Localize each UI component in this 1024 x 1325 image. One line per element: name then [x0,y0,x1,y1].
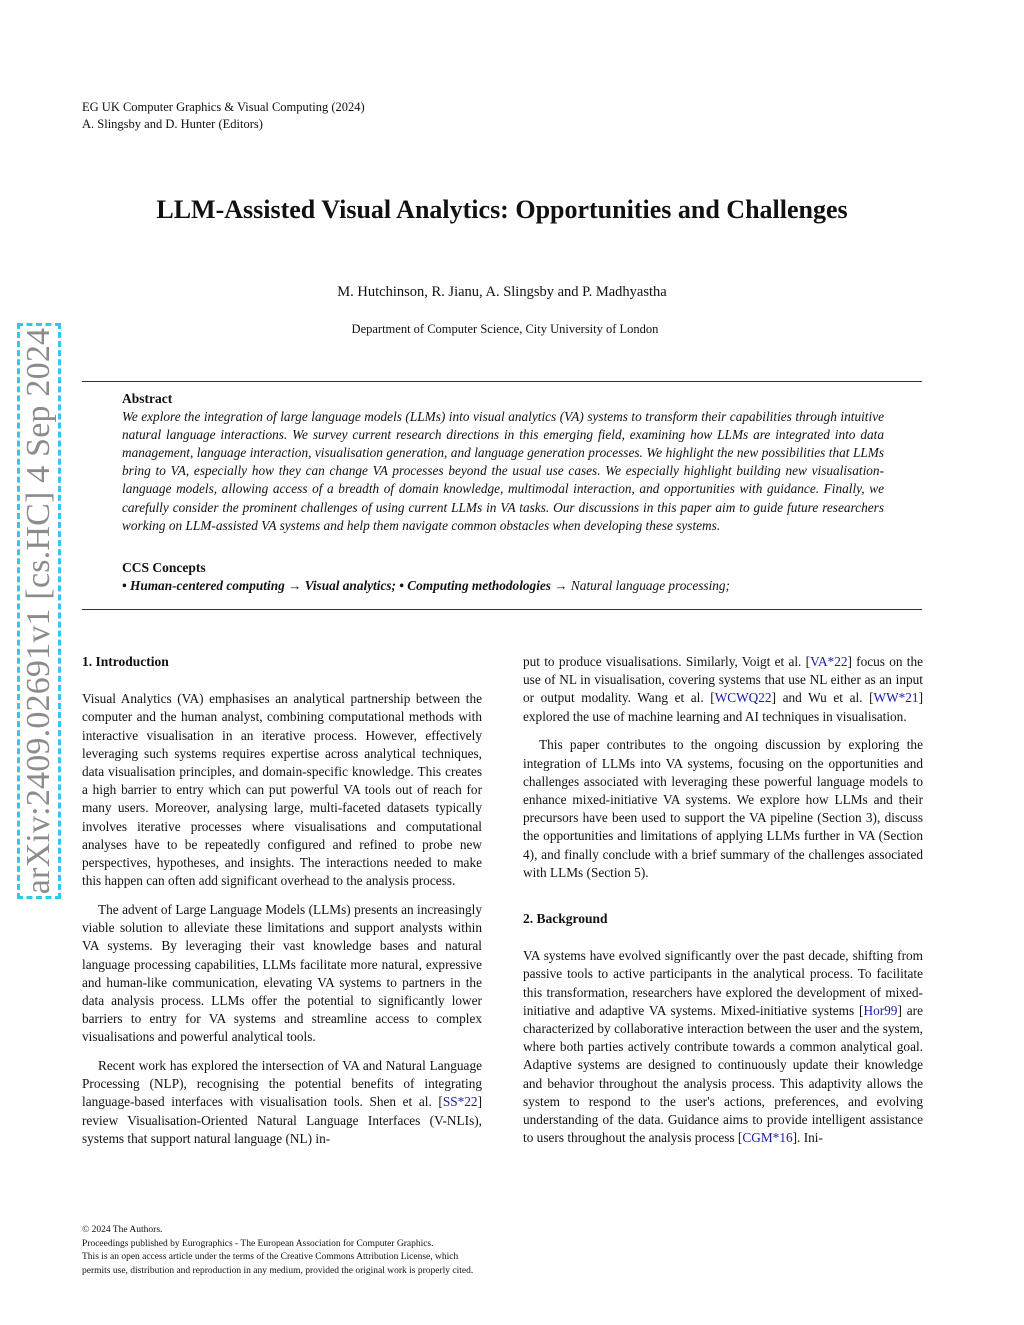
intro-paragraph-1: Visual Analytics (VA) emphasises an analytical partnership between the computer and the human analyst, combining computational methods with interactive visualisation in an iterative process. However, effectively leveraging such systems requires expertise across analytical techniques, data visualisation principles, and domain-specific knowledge. This creates a high barrier to entry which can put powerful VA tools out of reach for many users. Moreover, analysing large, multi-faceted datasets typically involves iterative processes where visualisations and computational analyses have to be repeatedly configured and refined to probe new perspectives, hypotheses, and insights. The interactions needed to make this happen can often add significant overhead to the analysis process. [82,691,482,889]
ccs-concepts [122,578,730,594]
arxiv-stamp[interactable] [17,323,61,899]
arrow-icon: → [288,578,302,593]
citation-link[interactable]: WCWQ22 [714,690,772,706]
conference-name: EG UK Computer Graphics & Visual Computing (2024) [82,100,365,114]
arxiv-id: arXiv:2409.02691v1 [cs.HC] 4 Sep 2024 [20,327,57,895]
license-note: This is an open access article under the terms of the Creative Commons Attribution License, which permits use, distribution and reproduction in any medium, provided the original work is properly cited. [82,1252,474,1276]
author-list: M. Hutchinson, R. Jianu, A. Slingsby and P. Madhyastha [337,284,667,300]
citation-link[interactable]: WW*21 [873,690,919,706]
intro-paragraph-2: The advent of Large Language Models (LLMs) presents an increasingly viable solution to alleviate these limitations and support analysts within VA systems. By leveraging their vast knowledge bases and natural language processing capabilities, LLMs facilitate more natural, expressive and human-like communication, elevating VA systems to partners in the data analysis process. LLMs offer the potential to significantly lower barriers to entry for VA systems and streamline access to complex visualisations and powerful analytical tools. [82,901,482,1045]
arrow-icon: → [554,578,568,593]
ccs-heading: CCS Concepts [122,560,206,575]
section-heading-introduction: 1. Introduction [82,654,169,669]
section-heading-background: 2. Background [523,910,608,926]
right-column [523,653,923,1158]
citation-link[interactable]: VA*22 [810,654,848,669]
abstract-heading: Abstract [122,391,173,406]
affiliation: Department of Computer Science, City University of London [351,322,659,336]
citation-link[interactable]: SS*22 [442,1094,478,1110]
citation-link[interactable]: Hor99 [863,1002,898,1018]
ccs-bullet-1: • Human-centered computing [122,578,285,593]
paper-title: LLM-Assisted Visual Analytics: Opportunities and Challenges [156,195,848,224]
left-column [82,653,482,1159]
intro-paragraph-3-continued: put to produce visualisations. Similarly, Voigt et al. [VA*22] focus on the use of NL in visualisation, covering systems that use NL either as an input or output modality. Wang et al. [WCWQ22] and Wu et al. [WW*21] explored the use of machine learning and AI techniques in visualisation. [523,654,924,724]
editors-line: A. Slingsby and D. Hunter (Editors) [82,116,263,131]
publisher-note: Proceedings published by Eurographics - The European Association for Computer Graphics. [82,1238,434,1249]
copyright: © 2024 The Authors. [82,1225,163,1235]
ccs-bullet-2: • Computing methodologies [399,578,551,593]
top-divider [82,381,922,382]
intro-paragraph-4: This paper contributes to the ongoing discussion by exploring the integration of LLMs into VA systems, focusing on the opportunities and challenges associated with leveraging these powerful language models to enhance mixed-initiative VA systems. We explore how LLMs and their precursors have been used to support the VA pipeline (Section 3), discuss the opportunities and limitations of applying LLMs further in VA (Section 4), and finally conclude with a brief summary of the challenges associated with LLMs (Section 5). [523,737,923,880]
abstract-text: We explore the integration of large language models (LLMs) into visual analytics (VA) systems to transform their capabilities through intuitive natural language interactions. We survey current research directions in this emerging field, examining how LLMs are integrated into data management, language interaction, visualisation generation, and language generation processes. We highlight the new possibilities that LLMs bring to VA, especially how they can change VA processes beyond the usual use cases. We especially highlight building new visualisation-language models, allowing access of a breadth of domain knowledge, multimodal interaction, and opportunities with guidance. Finally, we carefully consider the prominent challenges of using current LLMs in VA tasks. Our discussions in this paper aim to guide future researchers working on LLM-assisted VA systems and help them navigate common obstacles when developing these systems. [122,409,884,533]
citation-link[interactable]: CGM*16 [742,1130,793,1146]
bottom-divider [82,609,922,610]
abstract [122,390,884,535]
ccs-item-1: Visual analytics; [304,578,396,593]
background-paragraph-1: VA systems have evolved significantly over the past decade, shifting from passive tools to active participants in the analytical process. To facilitate this transformation, researchers have explored the development of mixed-initiative and adaptive VA systems. Mixed-initiative systems [Hor99] are characterized by collaborative interaction between the user and the system, where both parties actively contribute towards a common analytical goal. Adaptive systems are designed to continuously update their knowledge and behavior throughout the analysis process. This adaptivity allows the system to respond to the user's actions, preferences, and evolving understanding of the data. Guidance aims to provide intelligent assistance to users throughout the analysis process [CGM*16]. Ini- [523,948,923,1146]
intro-paragraph-3: Recent work has explored the intersection of VA and Natural Language Processing (NLP), recognising the potential benefits of integrating language-based interfaces with visualisation tools. Shen et al. [SS*22] review Visualisation-Oriented Natural Language Interfaces (V-NLIs), systems that support natural language (NL) in- [82,1058,482,1146]
page-footer [82,1224,484,1278]
conference-header [82,99,365,132]
ccs-item-2: Natural language processing; [570,578,730,593]
